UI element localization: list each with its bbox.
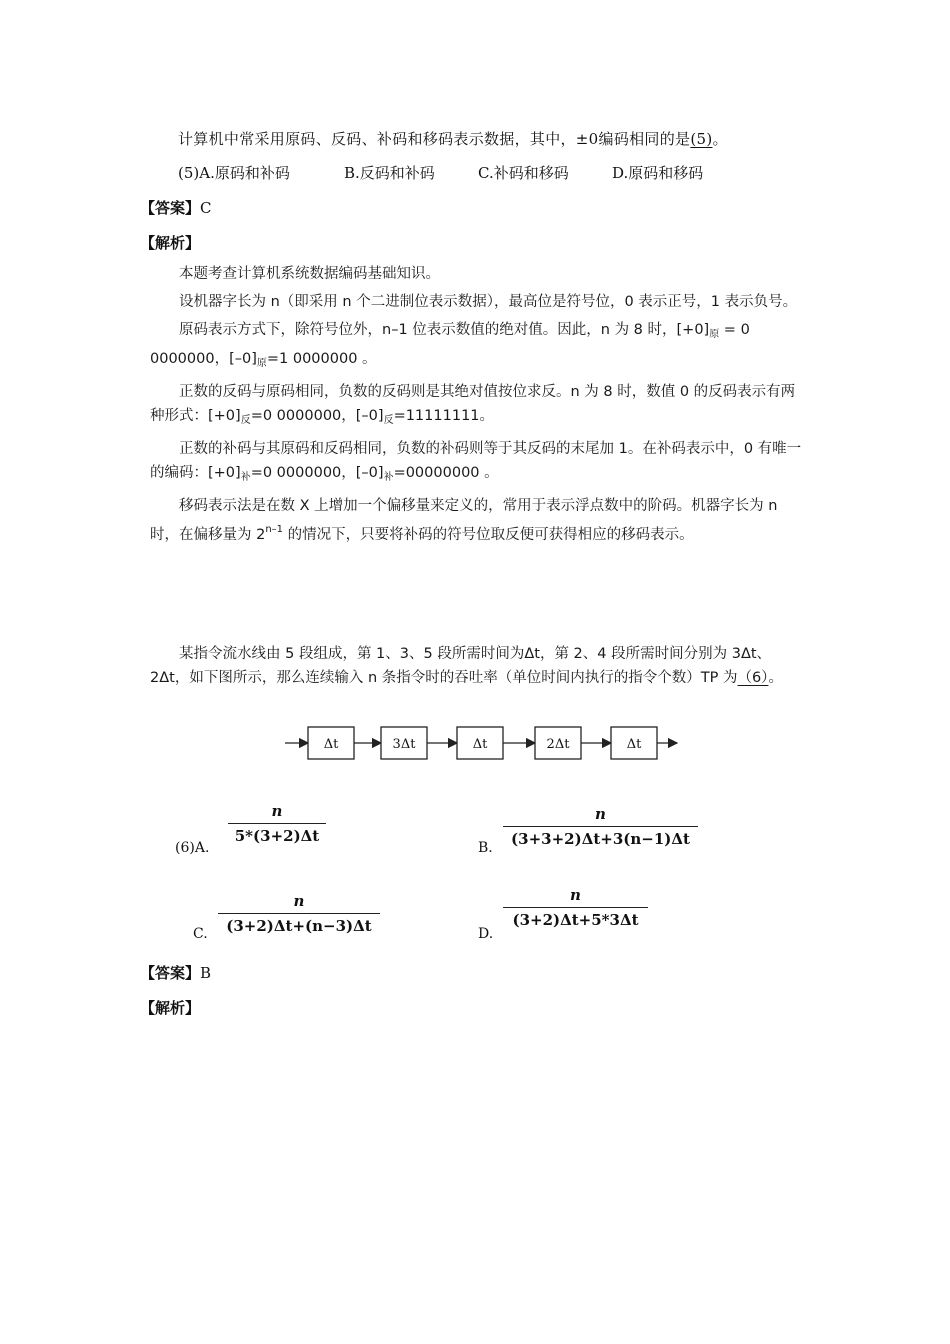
q6-option-d-label: D. bbox=[478, 926, 494, 942]
q5-answer: 【答案】C bbox=[140, 199, 212, 217]
analysis-p3: 原码表示方式下，除符号位外，n–1 位表示数值的绝对值。因此，n 为 8 时，$[+0]_原 = 0$ 0000000，$[-0]_原=1$ 0000000 。 bbox=[150, 322, 750, 369]
q6-analysis-label: 【解析】 bbox=[140, 999, 201, 1017]
q5-analysis-body bbox=[150, 262, 805, 551]
pipeline-stage-1-label: Δt bbox=[323, 737, 339, 752]
pipeline-stage-3-label: Δt bbox=[472, 737, 488, 752]
pipeline-stage-5-label: Δt bbox=[626, 737, 642, 752]
q5-answer-value: C bbox=[200, 199, 212, 217]
pipeline-diagram bbox=[280, 722, 680, 766]
q6-option-c-fraction bbox=[218, 892, 380, 935]
q6-option-c-numerator: n bbox=[293, 892, 305, 910]
q5-stem: 计算机中常采用原码、反码、补码和移码表示数据，其中，±0编码相同的是(5)。 bbox=[178, 130, 728, 148]
q6-option-c-denominator: (3+2)Δt+(n−3)Δt bbox=[226, 917, 372, 935]
pipeline-stage-2-label: 3Δt bbox=[392, 737, 416, 752]
q6-option-b-numerator: n bbox=[595, 805, 606, 823]
pipeline-stage-4-label: 2Δt bbox=[546, 737, 570, 752]
q6-option-b-denominator: (3+3+2)Δt+3(n−1)Δt bbox=[511, 830, 690, 848]
q6-option-a-fraction bbox=[228, 802, 326, 845]
q6-blank: （6） bbox=[737, 670, 769, 686]
analysis-p5: 正数的补码与其原码和反码相同，负数的补码则等于其反码的末尾加 1。在补码表示中，0 有唯一的编码：$[+0]_补=0$ 0000000，$[-0]_补=00000000$ 。 bbox=[150, 441, 802, 483]
q6-option-b-label: B. bbox=[478, 840, 493, 856]
q6-option-c-label: C. bbox=[193, 926, 208, 942]
q5-option-a: (5)A.原码和补码 bbox=[178, 164, 290, 182]
q6-option-a-numerator: n bbox=[271, 802, 283, 820]
q6-answer: 【答案】B bbox=[140, 964, 212, 982]
analysis-p4: 正数的反码与原码相同，负数的反码则是其绝对值按位求反。n 为 8 时，数值 0 的反码表示有两种形式：$[+0]_反=0$ 0000000，$[-0]_反=11111111$。 bbox=[150, 384, 796, 426]
q6-option-d-numerator: n bbox=[570, 886, 581, 904]
analysis-p6: 移码表示法是在数 X 上增加一个偏移量来定义的，常用于表示浮点数中的阶码。机器字长为 n 时，在偏移量为 2$^{n-1}$ 的情况下，只要将补码的符号位取反便可获得相应的移码表示。 bbox=[150, 498, 778, 543]
q5-options bbox=[178, 162, 898, 183]
q5-blank: (5) bbox=[690, 130, 713, 148]
analysis-p1: 本题考查计算机系统数据编码基础知识。 bbox=[179, 266, 440, 282]
analysis-p2: 设机器字长为 n（即采用 n 个二进制位表示数据），最高位是符号位，0 表示正号，1 表示负号。 bbox=[179, 294, 798, 310]
q6-answer-value: B bbox=[200, 964, 212, 982]
q5-option-d: D.原码和移码 bbox=[612, 164, 704, 182]
q5-option-b: B.反码和补码 bbox=[344, 164, 435, 182]
q5-option-c: C.补码和移码 bbox=[478, 164, 569, 182]
q6-option-a-label: (6)A. bbox=[175, 840, 210, 856]
q6-option-d-denominator: (3+2)Δt+5*3Δt bbox=[512, 911, 639, 929]
q6-stem: 某指令流水线由 5 段组成，第 1、3、5 段所需时间为Δt，第 2、4 段所需时间分别为 3Δt、2Δt，如下图所示，那么连续输入 n 条指令时的吞吐率（单位时间内执行的指令个数）TP 为（6）。 bbox=[150, 646, 783, 686]
q5-analysis-label: 【解析】 bbox=[140, 234, 201, 252]
q6-option-a-denominator: 5*(3+2)Δt bbox=[234, 827, 320, 845]
q6-option-d-fraction bbox=[503, 886, 648, 929]
q6-option-b-fraction bbox=[503, 805, 698, 848]
